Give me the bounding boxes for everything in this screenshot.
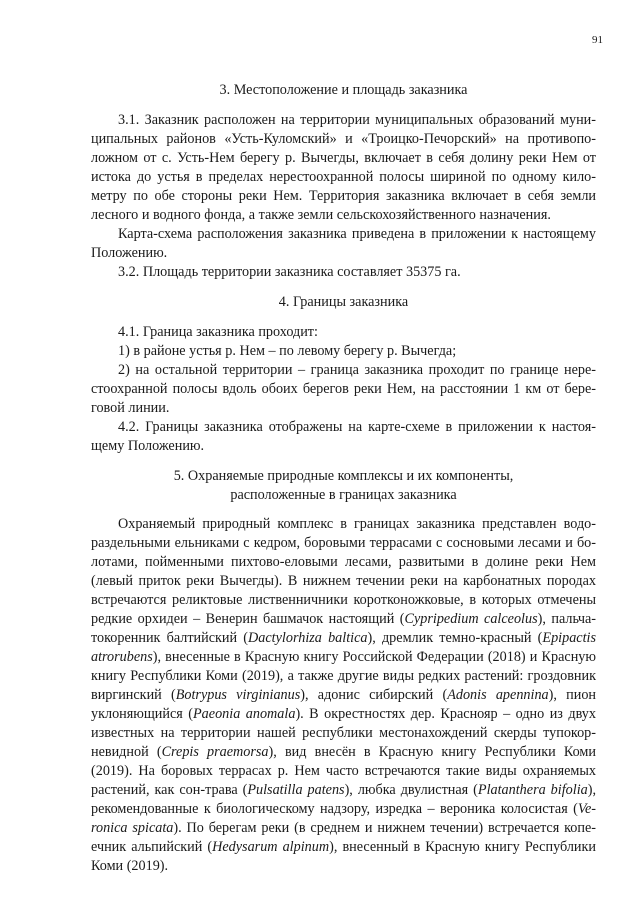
text-line xyxy=(118,323,596,342)
text-segment: 3.2. Площадь территории заказника составляет 35375 га. xyxy=(118,264,461,280)
text-segment: Охраняемый природный комплекс в границах заказника представлен водо- xyxy=(118,516,596,532)
text-segment: 3. Местоположение и площадь заказника xyxy=(219,82,468,98)
text-line xyxy=(91,534,596,553)
text-segment: 2) на остальной территории – граница заказника проходит по границе нере- xyxy=(118,362,596,378)
text-segment: Коми (2019). xyxy=(91,858,169,874)
latin-species-name: ronica spicata xyxy=(91,820,174,836)
latin-species-name: Crepis praemorsa xyxy=(161,744,269,760)
text-segment: невидной ( xyxy=(91,744,162,760)
text-line xyxy=(91,206,596,225)
text-line xyxy=(91,781,596,800)
latin-species-name: Platanthera bifolia xyxy=(477,782,588,798)
text-line xyxy=(118,225,596,244)
latin-species-name: Adonis apennina xyxy=(447,687,549,703)
text-segment: редкие орхидеи – Венерин башмачок настоящий ( xyxy=(91,611,405,627)
text-segment: Карта-схема расположения заказника приведена в приложении к настоящему xyxy=(118,226,596,242)
text-line xyxy=(91,667,596,686)
text-segment: 1) в районе устья р. Нем – по левому берегу р. Вычегда; xyxy=(118,343,457,359)
text-line xyxy=(91,437,596,456)
text-segment: книгу Республики Коми (2019), а также другие виды редких растений: гроздовник xyxy=(91,668,596,684)
latin-species-name: Dactylorhiza baltica xyxy=(248,630,368,646)
text-segment: истока до устья в пределах нерестоохранной полосы шириной по одному кило- xyxy=(91,169,596,185)
text-segment: известных на территории нашей республики местонахождений скерды тупокор- xyxy=(91,725,596,741)
text-line xyxy=(118,263,596,282)
text-segment: расположенные в границах заказника xyxy=(230,487,457,503)
text-segment: щему Положению. xyxy=(91,438,205,454)
text-line xyxy=(91,467,596,486)
text-segment: ), адонис сибирский ( xyxy=(300,687,448,703)
text-line xyxy=(91,293,596,312)
text-segment: Положению. xyxy=(91,245,168,261)
latin-species-name: Cypripedium calceolus xyxy=(404,611,538,627)
text-segment: ), дремлик темно-красный ( xyxy=(367,630,543,646)
text-segment: ), пион xyxy=(548,687,596,703)
latin-species-name: Paeonia anomala xyxy=(193,706,296,722)
text-segment: растений, как сон-трава ( xyxy=(91,782,248,798)
text-segment: метру по обе стороны реки Нем. Территория заказника включает в себя земли xyxy=(91,188,596,204)
text-segment: ), любка двулистная ( xyxy=(344,782,478,798)
text-segment: раздельными ельниками с кедром, боровыми террасами с сосновыми лесами и бо- xyxy=(91,535,596,551)
text-line xyxy=(91,399,596,418)
text-segment: ), пальча- xyxy=(537,611,596,627)
text-segment: ложном от с. Усть-Нем берегу р. Вычегды, включает в себя долину реки Нем от xyxy=(91,150,596,166)
text-line xyxy=(91,380,596,399)
text-segment: 4. Границы заказника xyxy=(278,294,409,310)
text-segment: (2019). На боровых террасах р. Нем часто встречаются такие виды охраняемых xyxy=(91,763,596,779)
text-line xyxy=(118,361,596,380)
text-line xyxy=(91,838,596,857)
text-line xyxy=(91,81,596,100)
text-segment: 4.2. Границы заказника отображены на карте-схеме в приложении к настоя- xyxy=(118,419,596,435)
text-segment: уклоняющийся ( xyxy=(91,706,194,722)
text-line xyxy=(91,857,596,876)
text-segment: виргинский ( xyxy=(91,687,176,703)
text-line xyxy=(118,418,596,437)
text-line xyxy=(91,648,596,667)
text-line xyxy=(91,591,596,610)
text-line xyxy=(91,724,596,743)
text-line xyxy=(91,187,596,206)
text-segment: ципальных районов «Усть-Куломский» и «Троицко-Печорский» на противопо- xyxy=(91,131,596,147)
text-segment: лотами, пойменными пихтово-еловыми лесами, развитыми в долине реки Нем xyxy=(91,554,596,570)
latin-species-name: Ve- xyxy=(577,801,596,817)
text-line xyxy=(91,686,596,705)
latin-species-name: Botrypus virginianus xyxy=(175,687,301,703)
text-line xyxy=(91,130,596,149)
text-line xyxy=(91,629,596,648)
text-segment: ), внесенные в Красную книгу Российской Федерации (2018) и Красную xyxy=(152,649,596,665)
text-line xyxy=(118,342,596,361)
text-line xyxy=(91,486,596,505)
text-line xyxy=(91,819,596,838)
text-segment: ечник альпийский ( xyxy=(91,839,213,855)
text-segment: ), внесенный в Красную книгу Республики xyxy=(329,839,596,855)
text-segment: 3.1. Заказник расположен на территории муниципальных образований муни- xyxy=(118,112,596,128)
text-segment: 4.1. Граница заказника проходит: xyxy=(118,324,318,340)
text-segment: стоохранной полосы вдоль обоих берегов реки Нем, на расстоянии 1 км от бере- xyxy=(91,381,596,397)
text-segment: (левый приток реки Вычегды). В нижнем течении реки на карбонатных породах xyxy=(91,573,596,589)
text-line xyxy=(91,800,596,819)
text-line xyxy=(91,553,596,572)
text-line xyxy=(91,572,596,591)
text-line xyxy=(118,111,596,130)
text-segment: ). По берегам реки (в среднем и нижнем течении) встречается копе- xyxy=(173,820,597,836)
text-line xyxy=(91,743,596,762)
latin-species-name: Hedysarum alpinum xyxy=(212,839,330,855)
text-line xyxy=(118,515,596,534)
latin-species-name: Epipactis xyxy=(542,630,597,646)
text-line xyxy=(91,705,596,724)
text-segment: 5. Охраняемые природные комплексы и их компоненты, xyxy=(173,468,514,484)
text-segment: рекомендованные к биологическому надзору, изредка – вероника колосистая ( xyxy=(91,801,578,817)
text-line xyxy=(91,244,596,263)
text-line xyxy=(91,149,596,168)
text-segment: говой линии. xyxy=(91,400,170,416)
text-segment: токоренник балтийский ( xyxy=(91,630,249,646)
page-number: 91 xyxy=(592,34,603,46)
text-segment: ). В окрестностях дер. Краснояр – одно из двух xyxy=(295,706,596,722)
text-line xyxy=(91,610,596,629)
text-segment: ), xyxy=(587,782,597,798)
text-segment: ), вид внесён в Красную книгу Республики Коми xyxy=(268,744,597,760)
text-line xyxy=(91,762,596,781)
text-line xyxy=(91,168,596,187)
text-segment: лесного и водного фонда, а также земли сельскохозяйственного назначения. xyxy=(91,207,551,223)
latin-species-name: Pulsatilla patens xyxy=(247,782,345,798)
text-segment: встречаются реликтовые лиственничники коротконожковые, в которых отмечены xyxy=(91,592,596,608)
latin-species-name: atrorubens xyxy=(91,649,153,665)
